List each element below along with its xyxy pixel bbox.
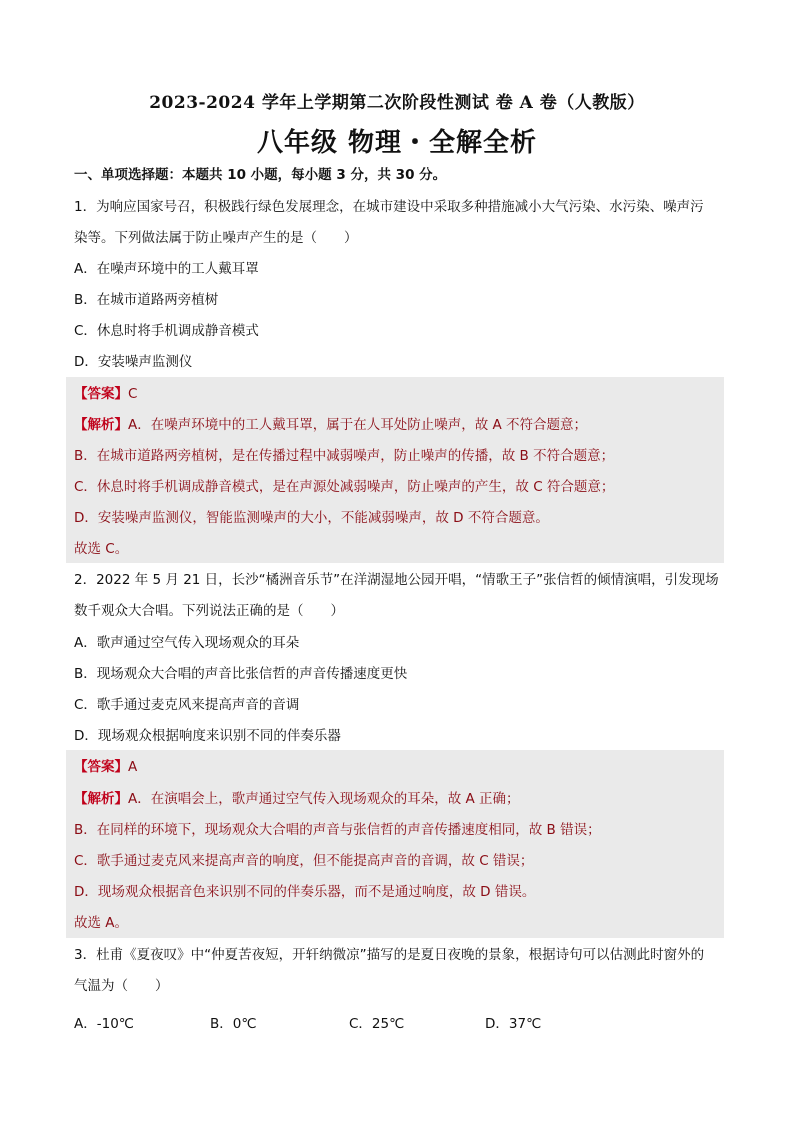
q1-answer-tag: 【答案】 (74, 386, 128, 402)
q1-option-d: D．安装噪声监测仪 (74, 354, 193, 370)
q1-stem-line2: 染等。下列做法属于防止噪声产生的是（ ） (74, 230, 358, 246)
q3-option-a: A．-10℃ (74, 1016, 134, 1032)
q1-answer-block (66, 377, 724, 563)
q2-answer-tag: 【答案】 (74, 759, 128, 775)
q1-option-a: A．在噪声环境中的工人戴耳罩 (74, 261, 259, 277)
q2-answer-value: A (128, 759, 138, 775)
q3-option-b: B．0℃ (210, 1016, 257, 1032)
q2-option-b: B．现场观众大合唱的声音比张信哲的声音传播速度更快 (74, 666, 408, 682)
q1-conclusion: 故选 C。 (74, 541, 129, 557)
exam-subtitle: 八年级 物理・全解全析 (256, 128, 538, 158)
q1-analysis-a: A．在噪声环境中的工人戴耳罩，属于在人耳处防止噪声，故 A 不符合题意； (128, 417, 588, 433)
q2-answer (74, 757, 724, 777)
q2-stem-line1: 2．2022 年 5 月 21 日，长沙“橘洲音乐节”在洋湖湿地公园开唱，“情歌王子”张信哲的倾情演唱，引发现场 (74, 572, 719, 588)
q2-analysis-tag: 【解析】 (74, 791, 128, 807)
exam-title: 2023-2024 学年上学期第二次阶段性测试 卷 A 卷（人教版） (149, 93, 645, 113)
q2-option-c: C．歌手通过麦克风来提高声音的音调 (74, 697, 300, 713)
q3-options (74, 1012, 724, 1032)
q2-analysis-c: C．歌手通过麦克风来提高声音的响度，但不能提高声音的音调，故 C 错误； (74, 853, 534, 869)
q1-analysis-d: D．安装噪声监测仪，智能监测噪声的大小，不能减弱噪声，故 D 不符合题意。 (74, 510, 549, 526)
q1-answer (74, 384, 724, 404)
q1-stem-line1: 1．为响应国家号召，积极践行绿色发展理念，在城市建设中采取多种措施减小大气污染、水污染、噪声污 (74, 199, 704, 215)
q2-option-a: A．歌声通过空气传入现场观众的耳朵 (74, 635, 300, 651)
q3-stem-line1: 3．杜甫《夏夜叹》中“仲夏苦夜短，开轩纳微凉”描写的是夏日夜晚的景象，根据诗句可以估测此时窗外的 (74, 947, 705, 963)
q2-conclusion: 故选 A。 (74, 915, 129, 931)
q3-option-d: D．37℃ (485, 1016, 542, 1032)
q1-analysis-line1 (74, 415, 724, 435)
q3-option-c: C．25℃ (349, 1016, 405, 1032)
q2-analysis-d: D．现场观众根据音色来识别不同的伴奏乐器，而不是通过响度，故 D 错误。 (74, 884, 536, 900)
section-title: 一、单项选择题：本题共 10 小题，每小题 3 分，共 30 分。 (74, 167, 447, 183)
q2-analysis-b: B．在同样的环境下，现场观众大合唱的声音与张信哲的声音传播速度相同，故 B 错误； (74, 822, 601, 838)
q2-option-d: D．现场观众根据响度来识别不同的伴奏乐器 (74, 728, 341, 744)
q1-analysis-tag: 【解析】 (74, 417, 128, 433)
q1-option-b: B．在城市道路两旁植树 (74, 292, 219, 308)
q2-analysis-line1 (74, 789, 724, 809)
q2-analysis-a: A．在演唱会上，歌声通过空气传入现场观众的耳朵，故 A 正确； (128, 791, 520, 807)
q1-analysis-b: B．在城市道路两旁植树，是在传播过程中减弱噪声，防止噪声的传播，故 B 不符合题意； (74, 448, 615, 464)
q2-stem-line2: 数千观众大合唱。下列说法正确的是（ ） (74, 603, 344, 619)
q1-analysis-c: C．休息时将手机调成静音模式，是在声源处减弱噪声，防止噪声的产生，故 C 符合题意； (74, 479, 615, 495)
q1-answer-value: C (128, 386, 138, 402)
q1-option-c: C．休息时将手机调成静音模式 (74, 323, 259, 339)
q2-answer-block (66, 750, 724, 938)
q3-stem-line2: 气温为（ ） (74, 978, 169, 994)
